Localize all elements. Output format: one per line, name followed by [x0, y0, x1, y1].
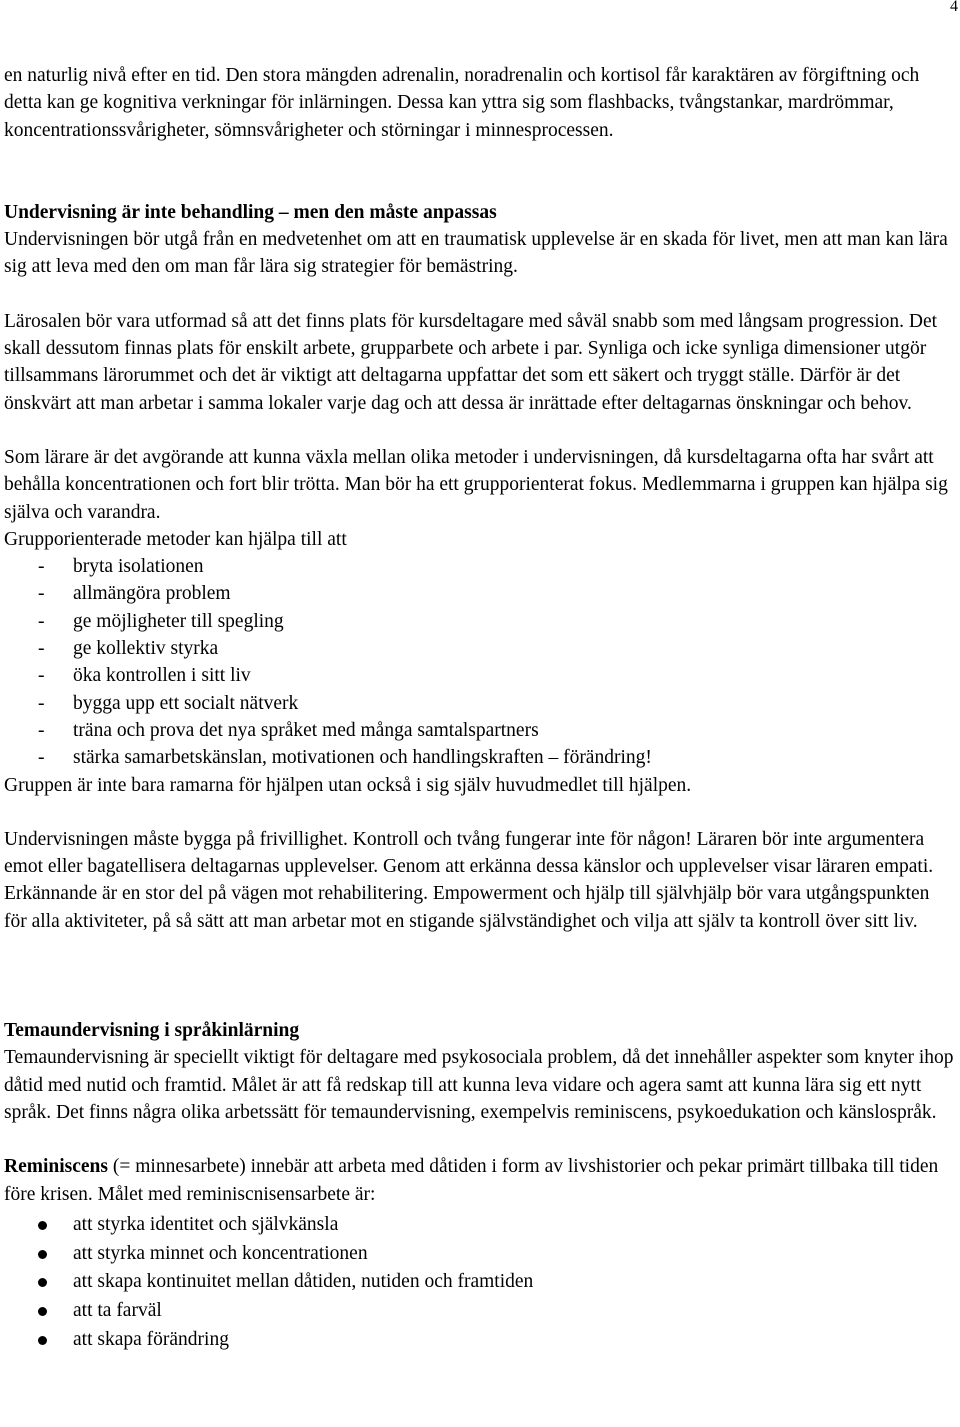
section-heading [4, 1017, 956, 1044]
document-body [4, 62, 956, 1354]
list-item [4, 635, 956, 662]
bullet-item-text: att styrka identitet och självkänsla [73, 1213, 339, 1235]
paragraph: Temaundervisning är speciellt viktigt för deltagare med psykosociala problem, då det innehåller aspekter som knyter ihop dåtid med nutid och framtid. Målet är att få redskap till att kunna leva vidare och agera samt att kunna lära sig ett nytt språk. Det finns några olika arbetssätt för temaundervisning, exempelvis reminiscens, psykoedukation och känslospråk. [4, 1047, 954, 1123]
paragraph: Lärosalen bör vara utformad så att det finns plats för kursdeltagare med såväl snabb som med långsam progression. Det skall dessutom finnas plats för enskilt arbete, grupparbete och arbete i par. Synliga och icke synliga dimensioner utgör tillsammans lärorummet och det är viktigt att deltagarna uppfattar det som ett säkert och tryggt ställe. Därför är det önskvärt att man arbetar i samma lokaler varje dag och att dessa är inrättade efter deltagarnas önskningar och behov. [4, 310, 938, 414]
dash-marker: - [38, 719, 45, 741]
list-item-text: ge kollektiv styrka [73, 638, 219, 660]
reminiscens-paragraph [4, 1153, 956, 1208]
list-item [4, 717, 956, 744]
section-heading-text: Temaundervisning i språkinlärning [4, 1020, 300, 1042]
list-item [4, 744, 956, 771]
bullet-item [4, 1297, 956, 1326]
bullet-item [4, 1240, 956, 1269]
list-item-text: bygga upp ett socialt nätverk [73, 692, 299, 714]
reminiscens-text: (= minnesarbete) innebär att arbeta med dåtiden i form av livshistorier och pekar primärt tillbaka till tiden före krisen. Målet med reminiscnisensarbete är: [4, 1156, 939, 1205]
list-item-text: ge möjligheter till spegling [73, 610, 284, 632]
dash-marker: - [38, 665, 45, 687]
paragraph: Undervisningen måste bygga på frivillighet. Kontroll och tvång fungerar inte för någon! Läraren bör inte argumentera emot eller bagatellisera deltagarnas upplevelser. Genom att erkänna dessa känslor och upplevelser visar läraren empati. Erkännande är en stor del på vägen mot rehabilitering. Empowerment och hjälp till självhjälp bör vara utgångspunkten för alla aktiviteter, på så sätt att man arbetar mot en stigande självständighet och vilja att själv ta kontroll över sitt liv. [4, 828, 934, 932]
section-undervisning [4, 199, 956, 935]
bullet-item [4, 1326, 956, 1355]
reminiscens-term: Reminiscens [4, 1156, 108, 1178]
intro-paragraph: en naturlig nivå efter en tid. Den stora mängden adrenalin, noradrenalin och kortisol får karaktären av förgiftning och detta kan ge kognitiva verkningar för inlärningen. Dessa kan yttra sig som flashbacks, tvångstankar, mardrömmar, koncentrationssvårigheter, sömnsvårigheter och störningar i minnesprocessen. [4, 65, 920, 141]
list-item [4, 553, 956, 580]
list-item-text: allmängöra problem [73, 583, 231, 605]
list-item [4, 580, 956, 607]
dash-marker: - [38, 638, 45, 660]
bullet-item [4, 1268, 956, 1297]
list-item-text: bryta isolationen [73, 556, 204, 578]
bullet-item-text: att ta farväl [73, 1299, 162, 1321]
bullet-icon [38, 1278, 47, 1287]
dash-list [4, 553, 956, 771]
section-heading-text: Undervisning är inte behandling – men den måste anpassas [4, 201, 497, 223]
dash-marker: - [38, 583, 45, 605]
bullet-item-text: att styrka minnet och koncentrationen [73, 1242, 368, 1264]
list-outro: Gruppen är inte bara ramarna för hjälpen utan också i sig själv huvudmedlet till hjälpen. [4, 774, 692, 796]
bullet-icon [38, 1221, 47, 1230]
list-item [4, 662, 956, 689]
dash-marker: - [38, 747, 45, 769]
bullet-icon [38, 1250, 47, 1259]
section-heading [4, 199, 956, 226]
dash-marker: - [38, 692, 45, 714]
bullet-item [4, 1211, 956, 1240]
list-item-text: träna och prova det nya språket med många samtalspartners [73, 719, 539, 741]
list-item [4, 608, 956, 635]
list-item-text: öka kontrollen i sitt liv [73, 665, 251, 687]
dash-marker: - [38, 610, 45, 632]
bullet-item-text: att skapa kontinuitet mellan dåtiden, nutiden och framtiden [73, 1271, 534, 1293]
paragraph: Undervisningen bör utgå från en medvetenhet om att en traumatisk upplevelse är en skada för livet, men att man kan lära sig att leva med den om man får lära sig strategier för bemästring. [4, 229, 948, 278]
bullet-list [4, 1211, 956, 1355]
bullet-icon [38, 1307, 47, 1316]
page-number: 4 [950, 0, 958, 15]
paragraph: Som lärare är det avgörande att kunna växla mellan olika metoder i undervisningen, då kursdeltagarna ofta har svårt att behålla koncentrationen och fort blir trötta. Man bör ha ett grupporienterat fokus. Medlemmarna i gruppen kan hjälpa sig själva och varandra. [4, 446, 948, 523]
list-item-text: stärka samarbetskänslan, motivationen och handlingskraften – förändring! [73, 747, 652, 769]
bullet-icon [38, 1336, 47, 1345]
list-item [4, 690, 956, 717]
dash-marker: - [38, 556, 45, 578]
section-temaundervisning [4, 1017, 956, 1354]
bullet-item-text: att skapa förändring [73, 1328, 229, 1350]
list-intro: Grupporienterade metoder kan hjälpa till att [4, 528, 347, 550]
